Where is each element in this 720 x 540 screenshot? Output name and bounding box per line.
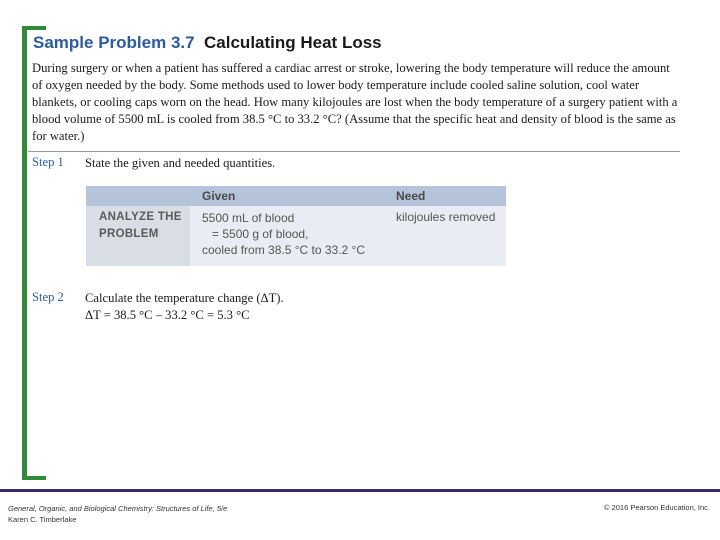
footer-author: Karen C. Timberlake bbox=[8, 515, 77, 524]
footer-book: General, Organic, and Biological Chemistry: Structures of Life, 5/e bbox=[8, 504, 228, 513]
step2-block bbox=[85, 290, 284, 324]
footer-citation bbox=[8, 503, 227, 525]
title-text: Calculating Heat Loss bbox=[194, 33, 382, 52]
left-accent-bar bbox=[22, 26, 27, 480]
page-title bbox=[33, 33, 382, 53]
accent-bar-bottom-cap bbox=[22, 476, 46, 480]
need-header: Need bbox=[396, 189, 426, 203]
footer-copyright: © 2016 Pearson Education, Inc. bbox=[603, 503, 710, 512]
analyze-label bbox=[99, 209, 189, 243]
step2-text: Calculate the temperature change (ΔT). bbox=[85, 291, 284, 305]
given-values bbox=[202, 210, 392, 258]
step1-text: State the given and needed quantities. bbox=[85, 156, 276, 170]
step2-label: Step 2 bbox=[32, 290, 64, 304]
step2-equation: ΔT = 38.5 °C – 33.2 °C = 5.3 °C bbox=[85, 308, 250, 322]
given-line-1: 5500 mL of blood bbox=[202, 211, 295, 225]
given-line-2: = 5500 g of blood, bbox=[202, 227, 309, 241]
problem-statement: During surgery or when a patient has suffered a cardiac arrest or stroke, lowering the body temperature will reduce the amount of oxygen needed by the body. Some methods used to lower body temperature include cooled saline solution, cool water blankets, or cooling caps worn on the head. How many kilojoules are lost when the body temperature of a surgery patient with a blood volume of 5500 mL is cooled from 38.5 °C to 33.2 °C? (Assume that the specific heat and density of blood is the same as for water.) bbox=[32, 61, 678, 143]
analyze-problem-table bbox=[86, 186, 506, 266]
footer-bar bbox=[0, 489, 720, 492]
title-number: 3.7 bbox=[170, 33, 195, 52]
divider bbox=[28, 151, 680, 152]
step1-label: Step 1 bbox=[32, 155, 64, 169]
need-value: kilojoules removed bbox=[396, 210, 496, 224]
title-prefix: Sample Problem bbox=[33, 33, 171, 52]
analyze-label-line1: ANALYZE THE bbox=[99, 211, 182, 223]
analyze-header-row bbox=[86, 186, 506, 206]
accent-bar-top-cap bbox=[22, 26, 46, 30]
given-line-3: cooled from 38.5 °C to 33.2 °C bbox=[202, 243, 366, 257]
given-header: Given bbox=[202, 189, 236, 203]
analyze-label-line2: PROBLEM bbox=[99, 228, 159, 240]
